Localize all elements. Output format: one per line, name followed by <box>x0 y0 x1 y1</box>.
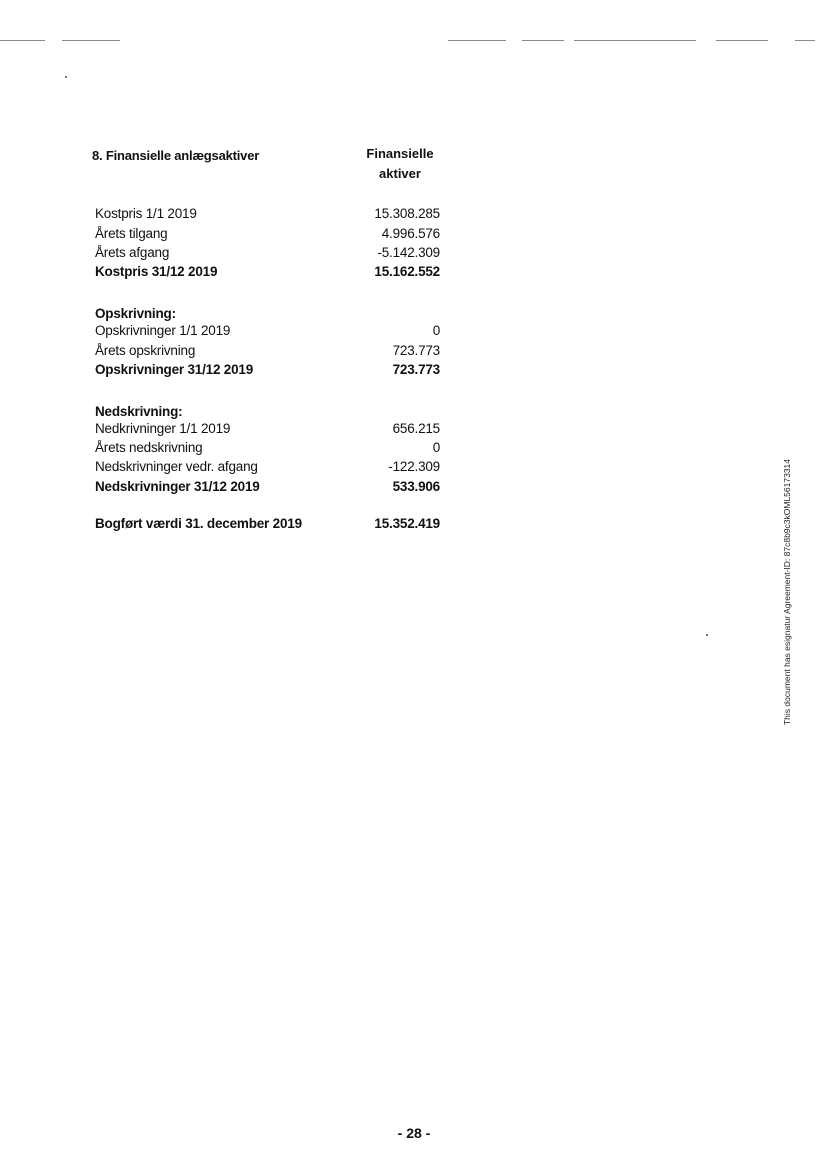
table-row-total <box>95 264 440 284</box>
scan-speck <box>706 634 708 636</box>
row-label: Kostpris 31/12 2019 <box>95 264 218 279</box>
column-header <box>340 144 460 184</box>
row-value: 723.773 <box>392 343 440 358</box>
table-row <box>95 226 440 246</box>
row-value: 4.996.576 <box>381 226 440 241</box>
row-value: 15.308.285 <box>374 206 440 221</box>
book-value-label: Bogført værdi 31. december 2019 <box>95 516 302 531</box>
row-label: Nedkrivninger 1/1 2019 <box>95 421 231 436</box>
row-value: -122.309 <box>388 459 440 474</box>
column-header-line1: Finansielle <box>366 146 434 161</box>
table-row <box>95 343 440 363</box>
row-value: 723.773 <box>392 362 440 377</box>
scan-line <box>0 40 45 41</box>
row-value: 0 <box>432 323 440 338</box>
row-label: Nedskrivninger 31/12 2019 <box>95 479 260 494</box>
book-value-row <box>95 516 440 536</box>
section-title-revaluation: Opskrivning: <box>95 306 176 321</box>
scan-speck <box>65 76 67 78</box>
row-label: Opskrivninger 1/1 2019 <box>95 323 231 338</box>
esignature-text: This document has esignatur Agreement-ID: 87c8b9c3kOML56173314 <box>782 458 792 726</box>
scan-line <box>522 40 564 41</box>
scan-line <box>448 40 506 41</box>
table-row <box>95 206 440 226</box>
row-label: Kostpris 1/1 2019 <box>95 206 197 221</box>
row-value: 0 <box>432 440 440 455</box>
row-label: Årets nedskrivning <box>95 440 203 455</box>
row-value: 656.215 <box>392 421 440 436</box>
row-label: Opskrivninger 31/12 2019 <box>95 362 254 377</box>
row-label: Årets opskrivning <box>95 343 196 358</box>
table-row <box>95 323 440 343</box>
table-row <box>95 245 440 265</box>
table-row <box>95 421 440 441</box>
table-row-total <box>95 479 440 499</box>
column-header-line2: aktiver <box>379 166 421 181</box>
scan-line <box>62 40 120 41</box>
table-row <box>95 459 440 479</box>
row-value: -5.142.309 <box>377 245 440 260</box>
section-title-writedown: Nedskrivning: <box>95 404 183 419</box>
row-label: Nedskrivninger vedr. afgang <box>95 459 258 474</box>
note-title: 8. Finansielle anlægsaktiver <box>92 148 260 163</box>
book-value-amount: 15.352.419 <box>374 516 440 531</box>
row-value: 15.162.552 <box>374 264 440 279</box>
row-label: Årets afgang <box>95 245 170 260</box>
row-label: Årets tilgang <box>95 226 168 241</box>
table-row <box>95 440 440 460</box>
scan-line <box>574 40 696 41</box>
page-number: - 28 - <box>397 1125 431 1141</box>
row-value: 533.906 <box>392 479 440 494</box>
scan-line <box>795 40 815 41</box>
table-row-total <box>95 362 440 382</box>
scan-line <box>716 40 768 41</box>
